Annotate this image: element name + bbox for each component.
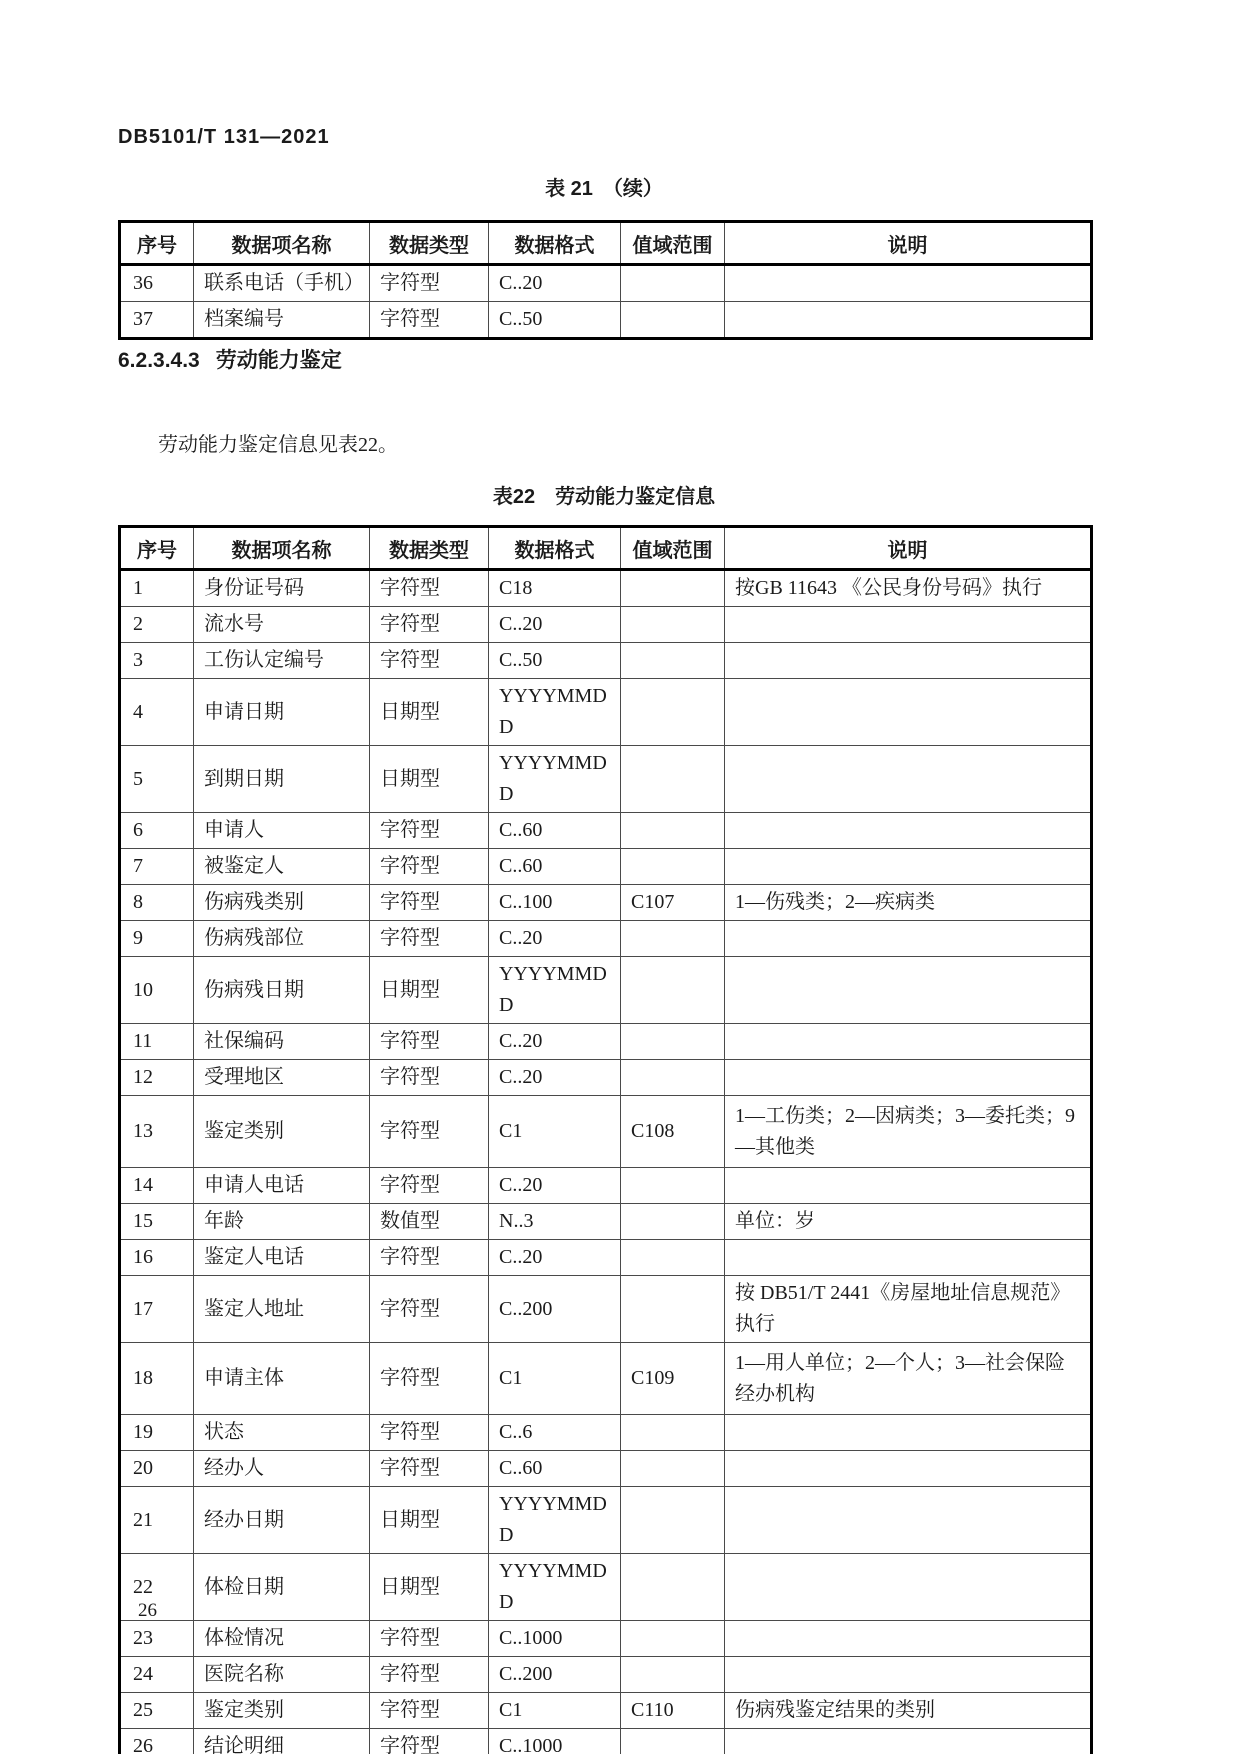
- section-number: 6.2.3.4.3: [118, 349, 200, 372]
- table-cell: [621, 1024, 725, 1060]
- table-cell: 社保编码: [194, 1024, 370, 1060]
- table-cell: 身份证号码: [194, 570, 370, 607]
- table-cell: [725, 1729, 1092, 1754]
- table-cell: 申请主体: [194, 1343, 370, 1415]
- header-cell: 说明: [725, 527, 1092, 570]
- table-cell: 医院名称: [194, 1657, 370, 1693]
- table-cell: 被鉴定人: [194, 849, 370, 885]
- table-cell: 申请日期: [194, 679, 370, 746]
- table-row: [120, 570, 1092, 607]
- table-row: [120, 1060, 1092, 1096]
- table-cell: 年龄: [194, 1204, 370, 1240]
- table-cell: C1: [489, 1096, 621, 1168]
- table-cell: 申请人电话: [194, 1168, 370, 1204]
- table-row: [120, 643, 1092, 679]
- table-cell: C..20: [489, 921, 621, 957]
- table-cell: 字符型: [370, 1415, 489, 1451]
- table-cell: 20: [120, 1451, 194, 1487]
- table-cell: [621, 607, 725, 643]
- section-paragraph: 劳动能力鉴定信息见表22。: [158, 434, 398, 456]
- table-cell: C..200: [489, 1276, 621, 1343]
- table-row: [120, 746, 1092, 813]
- table-cell: C..60: [489, 813, 621, 849]
- table-row: [120, 1096, 1092, 1168]
- table-cell: 字符型: [370, 1096, 489, 1168]
- table-cell: 4: [120, 679, 194, 746]
- page-number: 26: [138, 1600, 157, 1621]
- table-cell: YYYYMMDD: [489, 957, 621, 1024]
- table-cell: [621, 1276, 725, 1343]
- table-cell: [725, 607, 1092, 643]
- header-cell: 数据项名称: [194, 527, 370, 570]
- table-cell: 伤病残部位: [194, 921, 370, 957]
- table-21-caption: 表 21 （续）: [545, 178, 663, 200]
- table-row: [120, 265, 1092, 302]
- table-cell: [725, 1657, 1092, 1693]
- table-cell: [621, 570, 725, 607]
- table-cell: C108: [621, 1096, 725, 1168]
- table-cell: 体检日期: [194, 1554, 370, 1621]
- table-cell: 鉴定类别: [194, 1693, 370, 1729]
- header-cell: 值域范围: [621, 222, 725, 265]
- header-cell: 数据项名称: [194, 222, 370, 265]
- table-cell: 13: [120, 1096, 194, 1168]
- table-cell: [621, 679, 725, 746]
- table-cell: 字符型: [370, 1276, 489, 1343]
- table-cell: 日期型: [370, 746, 489, 813]
- table-cell: 字符型: [370, 1168, 489, 1204]
- table-row: [120, 885, 1092, 921]
- table-cell: [725, 1024, 1092, 1060]
- table-row: [120, 1621, 1092, 1657]
- table-cell: [621, 1415, 725, 1451]
- table-cell: 体检情况: [194, 1621, 370, 1657]
- table-cell: 10: [120, 957, 194, 1024]
- table-cell: 2: [120, 607, 194, 643]
- table-cell: 日期型: [370, 1554, 489, 1621]
- table-row: [120, 1729, 1092, 1754]
- table-cell: 字符型: [370, 1693, 489, 1729]
- header-cell: 说明: [725, 222, 1092, 265]
- table-cell: [621, 849, 725, 885]
- table-cell: 状态: [194, 1415, 370, 1451]
- table-cell: C..1000: [489, 1621, 621, 1657]
- table-row: [120, 1487, 1092, 1554]
- table-cell: 6: [120, 813, 194, 849]
- table-cell: [725, 921, 1092, 957]
- table-cell: 字符型: [370, 1024, 489, 1060]
- table-cell: 36: [120, 265, 194, 302]
- table-cell: 按GB 11643 《公民身份号码》执行: [725, 570, 1092, 607]
- table-cell: [725, 1060, 1092, 1096]
- table-cell: C..60: [489, 849, 621, 885]
- table-cell: 受理地区: [194, 1060, 370, 1096]
- table-cell: 1—用人单位；2—个人；3—社会保险经办机构: [725, 1343, 1092, 1415]
- table-cell: [621, 1060, 725, 1096]
- table-cell: 9: [120, 921, 194, 957]
- table-row: [120, 1693, 1092, 1729]
- table-cell: 流水号: [194, 607, 370, 643]
- table-cell: 鉴定人电话: [194, 1240, 370, 1276]
- table-cell: 17: [120, 1276, 194, 1343]
- table-cell: C..20: [489, 1240, 621, 1276]
- table-cell: 伤病残日期: [194, 957, 370, 1024]
- table-row: [120, 921, 1092, 957]
- table-cell: 伤病残类别: [194, 885, 370, 921]
- table-row: [120, 1276, 1092, 1343]
- table-cell: 1: [120, 570, 194, 607]
- header-cell: 数据类型: [370, 222, 489, 265]
- table-row: [120, 813, 1092, 849]
- table-cell: 22: [120, 1554, 194, 1621]
- table-cell: 7: [120, 849, 194, 885]
- table-cell: [725, 1621, 1092, 1657]
- table-row: [120, 1554, 1092, 1621]
- table-cell: C109: [621, 1343, 725, 1415]
- table-cell: 字符型: [370, 1657, 489, 1693]
- header-cell: 序号: [120, 527, 194, 570]
- header-cell: 数据格式: [489, 222, 621, 265]
- table-cell: N..3: [489, 1204, 621, 1240]
- table-cell: 16: [120, 1240, 194, 1276]
- table-cell: 字符型: [370, 1729, 489, 1754]
- table-cell: 15: [120, 1204, 194, 1240]
- table-cell: 26: [120, 1729, 194, 1754]
- table-cell: C..20: [489, 1024, 621, 1060]
- doc-code: DB5101/T 131—2021: [118, 126, 330, 148]
- table-cell: [725, 849, 1092, 885]
- table-cell: 25: [120, 1693, 194, 1729]
- header-cell: 序号: [120, 222, 194, 265]
- table-cell: C..60: [489, 1451, 621, 1487]
- table-cell: [725, 679, 1092, 746]
- table-22-caption: 表22 劳动能力鉴定信息: [492, 486, 716, 508]
- table-cell: 鉴定类别: [194, 1096, 370, 1168]
- table-cell: [621, 957, 725, 1024]
- table-cell: 37: [120, 302, 194, 339]
- table-cell: C..6: [489, 1415, 621, 1451]
- table-cell: 鉴定人地址: [194, 1276, 370, 1343]
- table-cell: [725, 746, 1092, 813]
- table-cell: 1—工伤类；2—因病类；3—委托类；9—其他类: [725, 1096, 1092, 1168]
- table-cell: 5: [120, 746, 194, 813]
- table-cell: 伤病残鉴定结果的类别: [725, 1693, 1092, 1729]
- table-cell: C18: [489, 570, 621, 607]
- table-cell: C1: [489, 1693, 621, 1729]
- header-row: [120, 527, 1092, 570]
- table-cell: [621, 1168, 725, 1204]
- table-cell: YYYYMMDD: [489, 1487, 621, 1554]
- table-cell: 19: [120, 1415, 194, 1451]
- table-row: [120, 1240, 1092, 1276]
- table-cell: C107: [621, 885, 725, 921]
- table-cell: [725, 1415, 1092, 1451]
- table-cell: YYYYMMDD: [489, 746, 621, 813]
- table-cell: [621, 1657, 725, 1693]
- table-cell: [725, 957, 1092, 1024]
- table-cell: 3: [120, 643, 194, 679]
- table-cell: 字符型: [370, 849, 489, 885]
- table-cell: 字符型: [370, 921, 489, 957]
- table-cell: 字符型: [370, 643, 489, 679]
- table-cell: 经办日期: [194, 1487, 370, 1554]
- table-cell: 18: [120, 1343, 194, 1415]
- table-row: [120, 679, 1092, 746]
- table-cell: 到期日期: [194, 746, 370, 813]
- table-cell: [725, 1554, 1092, 1621]
- table-cell: 申请人: [194, 813, 370, 849]
- table-cell: 经办人: [194, 1451, 370, 1487]
- section-heading: [118, 344, 342, 374]
- table-cell: 数值型: [370, 1204, 489, 1240]
- table-cell: [725, 813, 1092, 849]
- table-cell: 字符型: [370, 570, 489, 607]
- table-row: [120, 1415, 1092, 1451]
- table-cell: [725, 643, 1092, 679]
- table-cell: 字符型: [370, 265, 489, 302]
- table-cell: 字符型: [370, 607, 489, 643]
- table-cell: 字符型: [370, 1240, 489, 1276]
- table-cell: [725, 1168, 1092, 1204]
- table-row: [120, 1343, 1092, 1415]
- table-cell: [725, 302, 1092, 339]
- table-cell: 24: [120, 1657, 194, 1693]
- table-cell: C..100: [489, 885, 621, 921]
- table-cell: C..50: [489, 643, 621, 679]
- table-cell: C..20: [489, 607, 621, 643]
- table-cell: [621, 302, 725, 339]
- table-cell: [621, 746, 725, 813]
- table-cell: 日期型: [370, 679, 489, 746]
- table-cell: 12: [120, 1060, 194, 1096]
- table-cell: 字符型: [370, 813, 489, 849]
- table-cell: [725, 1487, 1092, 1554]
- table-22: [118, 525, 1093, 1754]
- table-cell: C..50: [489, 302, 621, 339]
- table-cell: YYYYMMDD: [489, 1554, 621, 1621]
- table-cell: [621, 1487, 725, 1554]
- table-cell: 字符型: [370, 302, 489, 339]
- table-cell: 联系电话（手机）: [194, 265, 370, 302]
- table-cell: 字符型: [370, 885, 489, 921]
- table-cell: [621, 1621, 725, 1657]
- table-cell: [725, 1240, 1092, 1276]
- table-cell: C..200: [489, 1657, 621, 1693]
- table-21: [118, 220, 1093, 340]
- table-cell: 字符型: [370, 1343, 489, 1415]
- table-row: [120, 849, 1092, 885]
- table-cell: 11: [120, 1024, 194, 1060]
- table-cell: C..20: [489, 265, 621, 302]
- table-cell: 结论明细: [194, 1729, 370, 1754]
- table-cell: 字符型: [370, 1621, 489, 1657]
- header-cell: 数据格式: [489, 527, 621, 570]
- table-cell: C110: [621, 1693, 725, 1729]
- table-cell: 工伤认定编号: [194, 643, 370, 679]
- table-cell: 单位：岁: [725, 1204, 1092, 1240]
- table-cell: [725, 265, 1092, 302]
- table-row: [120, 1451, 1092, 1487]
- table-cell: [621, 1554, 725, 1621]
- table-cell: C..20: [489, 1168, 621, 1204]
- table-cell: [621, 1451, 725, 1487]
- table-cell: C..1000: [489, 1729, 621, 1754]
- table-cell: [621, 921, 725, 957]
- table-cell: [621, 643, 725, 679]
- table-cell: [621, 265, 725, 302]
- table-cell: [725, 1451, 1092, 1487]
- table-cell: [621, 1240, 725, 1276]
- table-cell: 日期型: [370, 1487, 489, 1554]
- table-cell: 23: [120, 1621, 194, 1657]
- table-cell: 14: [120, 1168, 194, 1204]
- table-cell: 8: [120, 885, 194, 921]
- table-cell: 字符型: [370, 1060, 489, 1096]
- table-cell: [621, 1729, 725, 1754]
- table-row: [120, 1168, 1092, 1204]
- header-row: [120, 222, 1092, 265]
- table-cell: C1: [489, 1343, 621, 1415]
- table-cell: C..20: [489, 1060, 621, 1096]
- header-cell: 值域范围: [621, 527, 725, 570]
- table-row: [120, 1024, 1092, 1060]
- table-cell: 字符型: [370, 1451, 489, 1487]
- table-row: [120, 957, 1092, 1024]
- table-cell: [621, 813, 725, 849]
- section-title: 劳动能力鉴定: [215, 349, 342, 372]
- table-cell: 档案编号: [194, 302, 370, 339]
- table-cell: 1—伤残类；2—疾病类: [725, 885, 1092, 921]
- table-cell: 21: [120, 1487, 194, 1554]
- table-row: [120, 607, 1092, 643]
- table-row: [120, 1657, 1092, 1693]
- table-row: [120, 302, 1092, 339]
- table-cell: YYYYMMDD: [489, 679, 621, 746]
- table-row: [120, 1204, 1092, 1240]
- header-cell: 数据类型: [370, 527, 489, 570]
- table-cell: 按 DB51/T 2441《房屋地址信息规范》执行: [725, 1276, 1092, 1343]
- table-cell: [621, 1204, 725, 1240]
- table-cell: 日期型: [370, 957, 489, 1024]
